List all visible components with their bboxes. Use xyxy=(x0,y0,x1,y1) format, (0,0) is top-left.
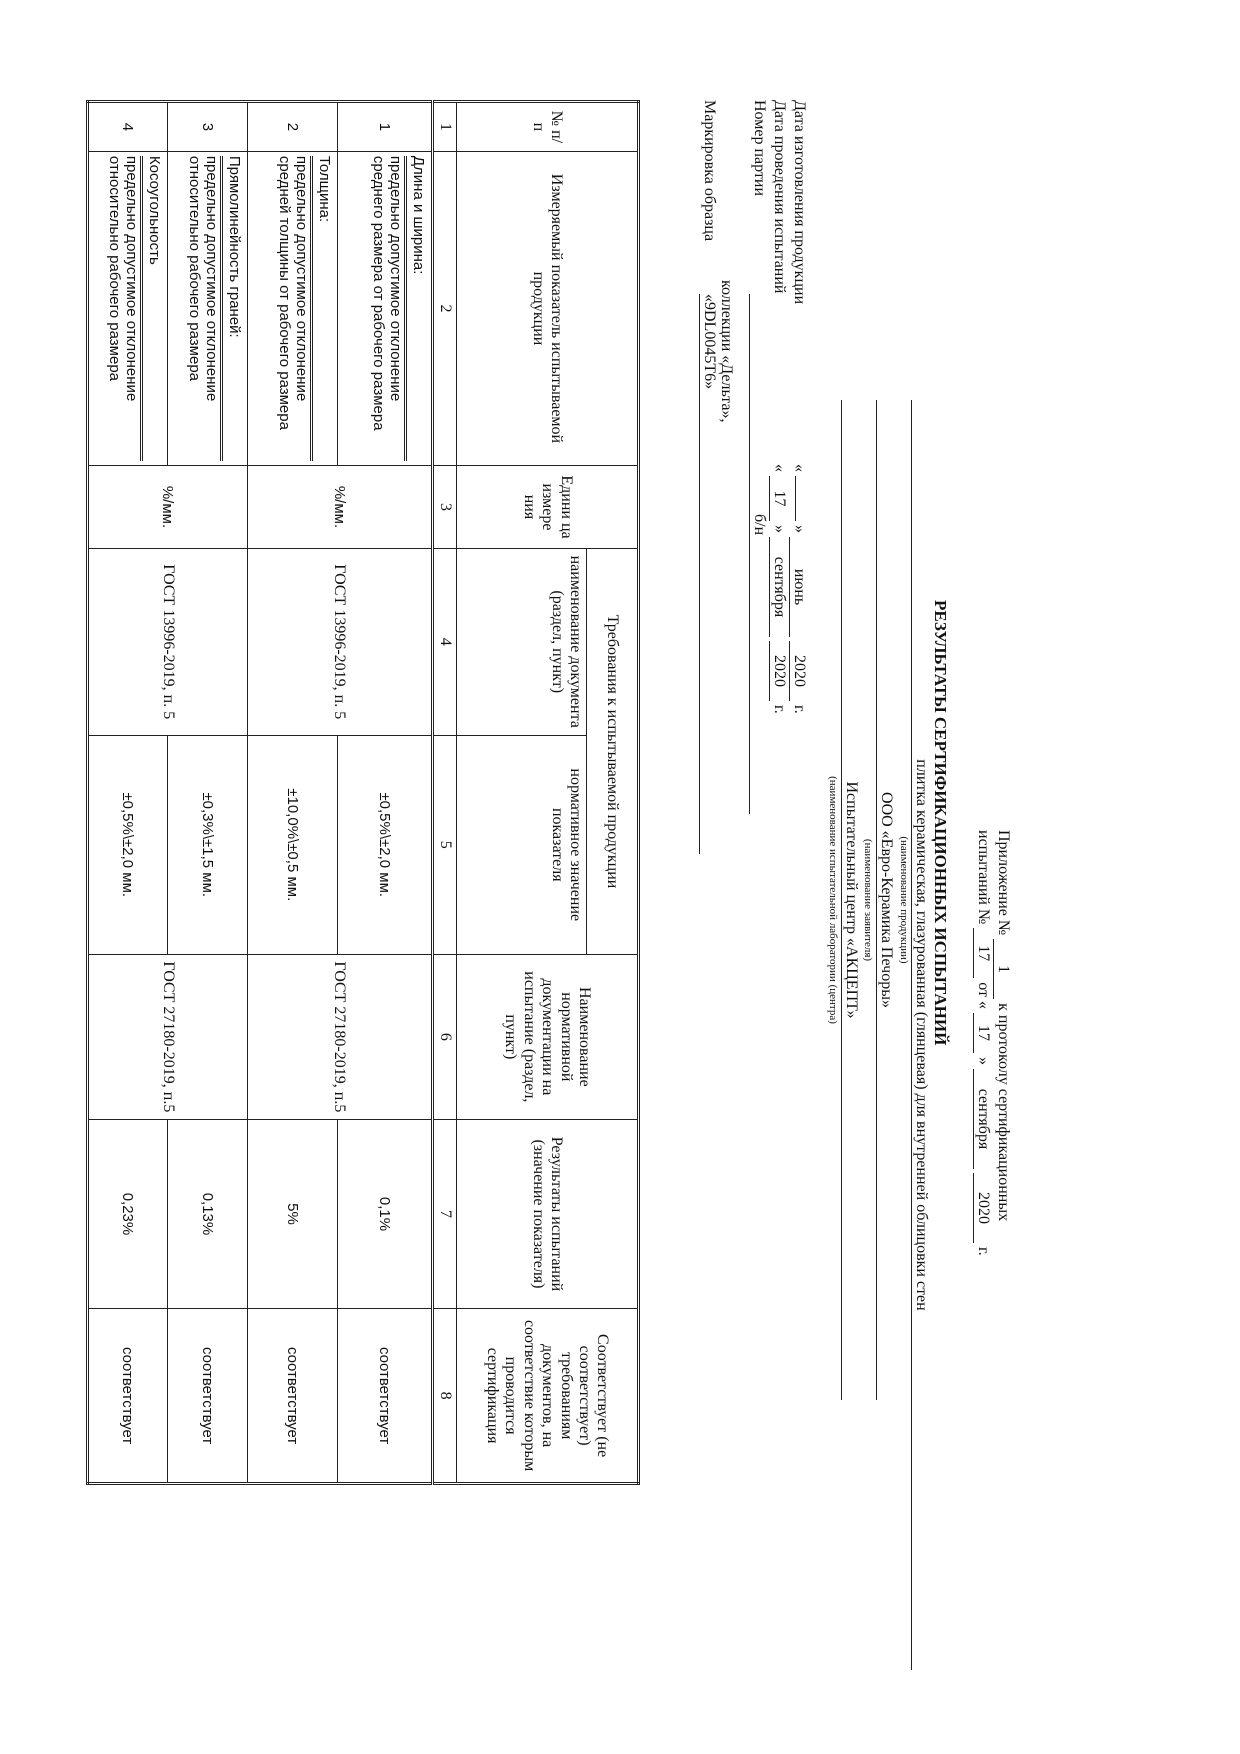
indicator-group: Длина и ширина: xyxy=(404,156,428,461)
header-indicator: Измеряемый показатель испытываемой продукции xyxy=(457,151,639,465)
conformity-value: соответствует xyxy=(337,1309,432,1484)
col-number: 4 xyxy=(432,548,456,735)
col-number: 2 xyxy=(432,151,456,465)
batch-row xyxy=(749,100,768,814)
result-value: 5% xyxy=(247,1119,337,1309)
protocol-label: к протоколу сертификационных xyxy=(995,1003,1012,1222)
req-value: ±0,5%\±2,0 мм. xyxy=(87,735,167,954)
table-row xyxy=(247,102,337,1484)
indicator-group: Толщина: xyxy=(310,156,334,461)
indicator-text: предельно допустимое отклонение относительно рабочего размера xyxy=(186,155,221,402)
header-result: Результаты испытаний (значение показателя) xyxy=(457,1119,639,1309)
quote: » xyxy=(791,525,808,533)
test-doc-value: ГОСТ 27180-2019, п.5 xyxy=(87,954,247,1119)
indicator-text: предельно допустимое отклонение средней толщины от рабочего размера xyxy=(276,155,311,430)
applicant-name: ООО «Евро-Керамика Печоры» xyxy=(876,400,895,1400)
indicator-text: предельно допустимое отклонение среднего размера от рабочего размера xyxy=(370,155,405,431)
req-value: ±10,0%\±0,5 мм. xyxy=(247,735,337,954)
appendix-line-2 xyxy=(973,830,992,1256)
header-test-doc: Наименование нормативной документации на испытание (раздел, пункт) xyxy=(457,954,639,1119)
unit-value: %/мм. xyxy=(247,466,432,549)
col-number: 5 xyxy=(432,735,456,954)
col-number: 1 xyxy=(432,102,456,152)
quote: « xyxy=(791,464,808,472)
test-year: 2020 xyxy=(769,641,788,701)
tests-no: 17 xyxy=(973,928,992,978)
year-suffix: г. xyxy=(771,705,788,714)
header-conformity: Соответствует (не соответствует) требованиям документов, на соответствие которым проводится сертификация xyxy=(457,1309,639,1484)
table-row xyxy=(337,102,432,1484)
indicator-text: предельно допустимое отклонение относительно рабочего размера xyxy=(106,155,141,402)
test-doc-value: ГОСТ 27180-2019, п.5 xyxy=(247,954,432,1119)
test-date-row xyxy=(769,100,788,714)
header-req-doc: наименование документа (раздел, пункт) xyxy=(457,548,587,735)
req-value: ±0,5%\±2,0 мм. xyxy=(337,735,432,954)
row-no: 1 xyxy=(337,102,432,152)
result-value: 0,1% xyxy=(337,1119,432,1309)
result-value: 0,13% xyxy=(167,1119,247,1309)
req-value: ±0,3%\±1,5 мм. xyxy=(167,735,247,954)
product-caption: (наименование продукции) xyxy=(898,836,910,964)
req-doc-value: ГОСТ 13996-2019, п. 5 xyxy=(247,548,432,735)
manufacture-date-label: Дата изготовления продукции xyxy=(791,100,808,305)
test-date-label: Дата проведения испытаний xyxy=(771,100,788,294)
col-number: 8 xyxy=(432,1309,456,1484)
header-unit: Едини ца измере ния xyxy=(457,466,639,549)
manufacture-year: 2020 xyxy=(789,641,808,701)
table-row xyxy=(87,102,167,1484)
row-no: 4 xyxy=(87,102,167,152)
indicator-group: Прямолинейность граней: xyxy=(220,156,244,461)
marking-value: «9DL0045T6» xyxy=(699,294,718,854)
lab-name: Испытательный центр «АКЦЕПТ» xyxy=(841,400,860,1400)
from-label: от « xyxy=(975,982,992,1009)
marking-line-1: коллекции «Дельта», xyxy=(718,280,735,423)
row-no: 3 xyxy=(167,102,247,152)
indicator-group: Косоугольность xyxy=(140,156,164,461)
appendix-line-1 xyxy=(993,830,1012,1221)
batch-label: Номер партии xyxy=(751,100,768,197)
col-number: 3 xyxy=(432,466,456,549)
protocol-year: 2020 xyxy=(973,1173,992,1243)
protocol-month: сентября xyxy=(973,1069,992,1169)
manufacture-month: июнь xyxy=(789,537,808,637)
conformity-value: соответствует xyxy=(167,1309,247,1484)
quote: » xyxy=(975,1057,992,1065)
manufacture-date-row xyxy=(789,100,808,714)
protocol-day: 17 xyxy=(973,1013,992,1053)
unit-value: %/мм. xyxy=(87,466,247,549)
header-requirements: Требования к испытываемой продукции xyxy=(587,548,639,954)
col-number: 6 xyxy=(432,954,456,1119)
quote: « xyxy=(771,464,788,472)
appendix-number: 1 xyxy=(993,939,1012,999)
batch-value: б/н xyxy=(749,294,768,814)
manufacture-day xyxy=(795,476,796,521)
product-name: плитка керамическая, глазурованная (глянцевая) для внутренней облицовки стен xyxy=(911,400,930,1670)
test-day: 17 xyxy=(769,476,788,521)
document-title: РЕЗУЛЬТАТЫ СЕРТИФИКАЦИОННЫХ ИСПЫТАНИЙ xyxy=(931,600,950,1046)
year-suffix: г. xyxy=(975,1247,992,1256)
req-doc-value: ГОСТ 13996-2019, п. 5 xyxy=(87,548,247,735)
row-no: 2 xyxy=(247,102,337,152)
test-results-table xyxy=(86,100,640,1485)
header-req-value: нормативное значение показателя xyxy=(457,735,587,954)
lab-caption: (наименование испытательной лаборатории (центра) xyxy=(827,776,839,1024)
header-no: № п/п xyxy=(457,102,639,152)
applicant-caption: (наименование заявителя) xyxy=(862,838,874,962)
marking-row xyxy=(699,100,718,854)
appendix-label: Приложение № xyxy=(995,830,1012,936)
table-row xyxy=(167,102,247,1484)
marking-label: Маркировка образца xyxy=(701,100,718,242)
result-value: 0,23% xyxy=(87,1119,167,1309)
year-suffix: г. xyxy=(791,705,808,714)
conformity-value: соответствует xyxy=(247,1309,337,1484)
quote: » xyxy=(771,525,788,533)
conformity-value: соответствует xyxy=(87,1309,167,1484)
test-month: сентября xyxy=(769,537,788,637)
col-number: 7 xyxy=(432,1119,456,1309)
tests-no-label: испытаний № xyxy=(975,830,992,925)
